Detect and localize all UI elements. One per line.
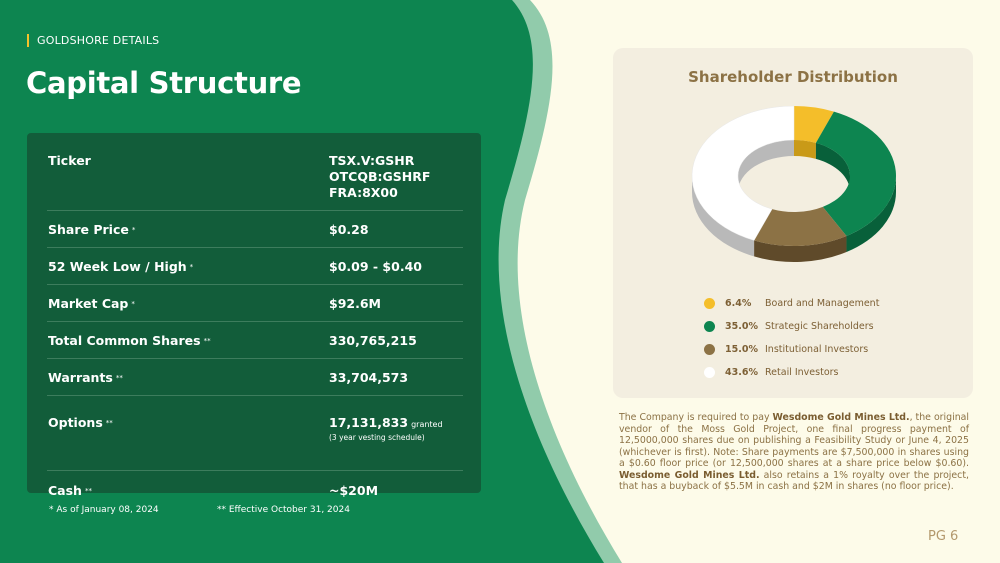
legend-item [704, 315, 879, 338]
options-vesting-note: (3 year vesting schedule) [329, 433, 425, 442]
legend-dot [704, 321, 715, 332]
ticker-values: TSX.V:GSHR OTCQB:GSHRF FRA:8X00 [329, 153, 431, 200]
legend-label: Institutional Investors [765, 344, 869, 355]
donut-chart [684, 106, 904, 276]
legend-percent: 6.4% [725, 298, 752, 309]
legend-item [704, 361, 879, 384]
table-row-options [47, 396, 463, 471]
table-row-cash [47, 471, 463, 509]
distribution-title: Shareholder Distribution [688, 68, 898, 86]
donut-inner-wall [794, 140, 816, 159]
legend-percent: 35.0% [725, 321, 758, 332]
row-value: 17,131,833 granted (3 year vesting schedule) [329, 415, 443, 442]
row-label: Total Common Shares ** [48, 332, 211, 348]
distribution-legend [704, 292, 879, 384]
row-label: Cash ** [48, 482, 92, 498]
table-row-share-price [47, 211, 463, 248]
page-number: PG 6 [928, 529, 959, 544]
row-label: Market Cap * [48, 295, 135, 311]
options-granted-label: granted [411, 420, 443, 429]
row-value: $92.6M [329, 295, 381, 311]
row-label: Warrants ** [48, 369, 123, 385]
legend-item [704, 338, 879, 361]
row-value: $0.09 - $0.40 [329, 258, 422, 274]
row-label: Options ** [48, 415, 113, 430]
section-label-text: GOLDSHORE DETAILS [37, 34, 160, 47]
legend-item [704, 292, 879, 315]
section-label [27, 34, 159, 47]
capital-structure-table [27, 133, 481, 498]
legend-percent: 43.6% [725, 367, 758, 378]
legend-dot [704, 344, 715, 355]
table-row-warrants [47, 359, 463, 396]
legend-dot [704, 367, 715, 378]
row-value: $0.28 [329, 221, 369, 237]
row-label: 52 Week Low / High * [48, 258, 194, 274]
table-row-total-shares [47, 322, 463, 359]
row-value: 330,765,215 [329, 332, 417, 348]
table-row-52-week [47, 248, 463, 285]
legend-label: Board and Management [765, 298, 880, 309]
table-row-ticker [47, 133, 463, 211]
accent-bar [27, 34, 29, 47]
footnote-2: ** Effective October 31, 2024 [217, 505, 350, 515]
legend-dot [704, 298, 715, 309]
legend-label: Retail Investors [765, 367, 839, 378]
legend-percent: 15.0% [725, 344, 758, 355]
shareholder-distribution-card [613, 48, 973, 398]
row-label: Ticker [48, 153, 91, 168]
legend-label: Strategic Shareholders [765, 321, 874, 332]
row-label: Share Price * [48, 221, 136, 237]
table-row-market-cap [47, 285, 463, 322]
disclaimer-text: The Company is required to pay Wesdome Gold Mines Ltd., the original vendor of the Moss Gold Project, one final progress payment of 12,5000,000 shares due on publishing a Feasibility Study or June 4, 2025 (whichever is first). Note: Share payments are $7,500,000 in shares using a $0.60 floor price (or 12,500,000 shares at a share price below $0.60). Wesdome Gold Mines Ltd. also retains a 1% royalty over the project, that has a buyback of $5.5M in cash and $2M in shares (no floor price). [619, 412, 969, 492]
row-value: 33,704,573 [329, 369, 409, 385]
row-value: ~$20M [329, 482, 379, 498]
page-title: Capital Structure [26, 66, 302, 100]
footnote-1: * As of January 08, 2024 [49, 505, 159, 515]
